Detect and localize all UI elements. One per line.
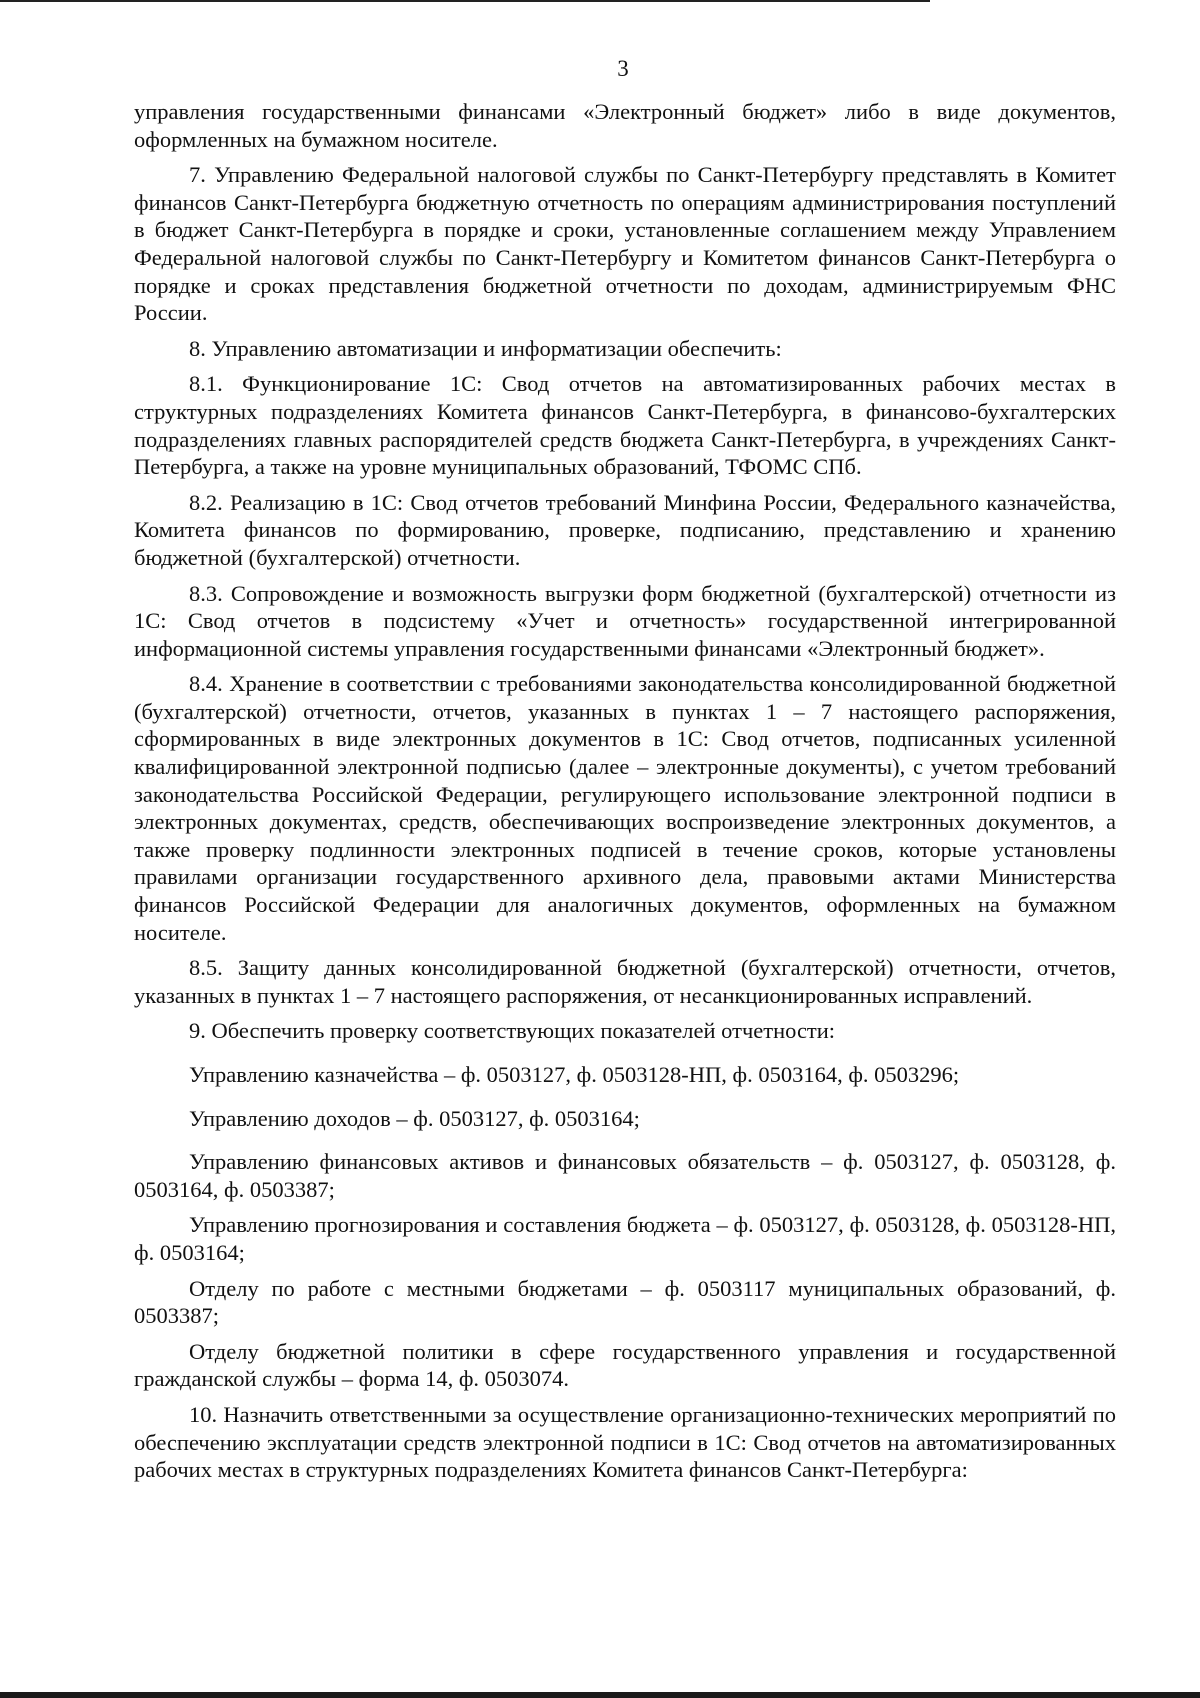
paragraph-budget-policy: Отделу бюджетной политики в сфере государственного управления и государственной гражданской службы – форма 14, ф. 0503074. bbox=[134, 1338, 1116, 1392]
document-body bbox=[134, 98, 1116, 1492]
paragraph-financial-assets: Управлению финансовых активов и финансовых обязательств – ф. 0503127, ф. 0503128, ф. 0503164, ф. 0503387; bbox=[134, 1149, 1116, 1202]
scan-edge-top bbox=[0, 0, 930, 2]
paragraph-treasury: Управлению казначейства – ф. 0503127, ф. 0503128-НП, ф. 0503164, ф. 0503296; bbox=[189, 1062, 960, 1087]
paragraph-item-8-4: 8.4. Хранение в соответствии с требованиями законодательства консолидированной бюджетной (бухгалтерской) отчетности, отчетов, указанных в пунктах 1 – 7 настоящего распоряжения, сформированных в виде электронных документов в 1С: Свод отчетов, подписанных усиленной квалифицированной электронной подписью (далее – электронные документы), с учетом требований законодательства Российской Федерации, регулирующего использование электронной подписи в электронных документах, средств, обеспечивающих воспроизведение электронных документов, а также проверку подлинности электронных подписей в течение сроков, которые установлены правилами организации государственного архивного дела, правовыми актами Министерства финансов Российской Федерации для аналогичных документов, оформленных на бумажном носителе. bbox=[134, 671, 1116, 945]
paragraph-item-7: 7. Управлению Федеральной налоговой службы по Санкт-Петербургу представлять в Комитет финансов Санкт-Петербурга бюджетную отчетность по операциям администрирования поступлений в бюджет Санкт-Петербурга в порядке и сроки, установленные соглашением между Управлением Федеральной налоговой службы по Санкт-Петербургу и Комитетом финансов Санкт-Петербурга о порядке и сроках представления бюджетной отчетности по доходам, администрируемым ФНС России. bbox=[134, 162, 1116, 326]
paragraph-local-budgets: Отделу по работе с местными бюджетами – ф. 0503117 муниципальных образований, ф. 0503387; bbox=[134, 1275, 1116, 1329]
paragraph-item-8-1: 8.1. Функционирование 1С: Свод отчетов на автоматизированных рабочих местах в структурных подразделениях Комитета финансов Санкт-Петербурга, в финансово-бухгалтерских подразделениях главных распорядителей средств бюджета Санкт-Петербурга, в учреждениях Санкт-Петербурга, а также на уровне муниципальных образований, ТФОМС СПб. bbox=[134, 371, 1116, 480]
paragraph-continuation: управления государственными финансами «Электронный бюджет» либо в виде документов, оформленных на бумажном носителе. bbox=[134, 99, 1116, 152]
scan-edge-bottom bbox=[0, 1692, 1200, 1698]
paragraph-item-8-3: 8.3. Сопровождение и возможность выгрузки форм бюджетной (бухгалтерской) отчетности из 1С: Свод отчетов в подсистему «Учет и отчетность» государственной интегрированной информационной системы управления государственными финансами «Электронный бюджет». bbox=[134, 580, 1116, 661]
paragraph-item-8: 8. Управлению автоматизации и информатизации обеспечить: bbox=[189, 335, 782, 361]
paragraph-item-8-2: 8.2. Реализацию в 1С: Свод отчетов требований Минфина России, Федерального казначейства, Комитета финансов по формированию, проверке, подписанию, представлению и хранению бюджетной (бухгалтерской) отчетности. bbox=[134, 489, 1116, 570]
paragraph-budget-forecasting: Управлению прогнозирования и составления бюджета – ф. 0503127, ф. 0503128, ф. 0503128-НП, ф. 0503164; bbox=[134, 1212, 1116, 1265]
paragraph-revenue: Управлению доходов – ф. 0503127, ф. 0503164; bbox=[189, 1105, 640, 1131]
page-number: 3 bbox=[617, 56, 629, 81]
paragraph-item-10: 10. Назначить ответственными за осуществление организационно-технических мероприятий по обеспечению эксплуатации средств электронной подписи в 1С: Свод отчетов на автоматизированных рабочих местах в структурных подразделениях Комитета финансов Санкт-Петербурга: bbox=[134, 1401, 1116, 1483]
paragraph-item-8-5: 8.5. Защиту данных консолидированной бюджетной (бухгалтерской) отчетности, отчетов, указанных в пунктах 1 – 7 настоящего распоряжения, от несанкционированных исправлений. bbox=[134, 955, 1116, 1008]
paragraph-item-9: 9. Обеспечить проверку соответствующих показателей отчетности: bbox=[189, 1018, 836, 1044]
